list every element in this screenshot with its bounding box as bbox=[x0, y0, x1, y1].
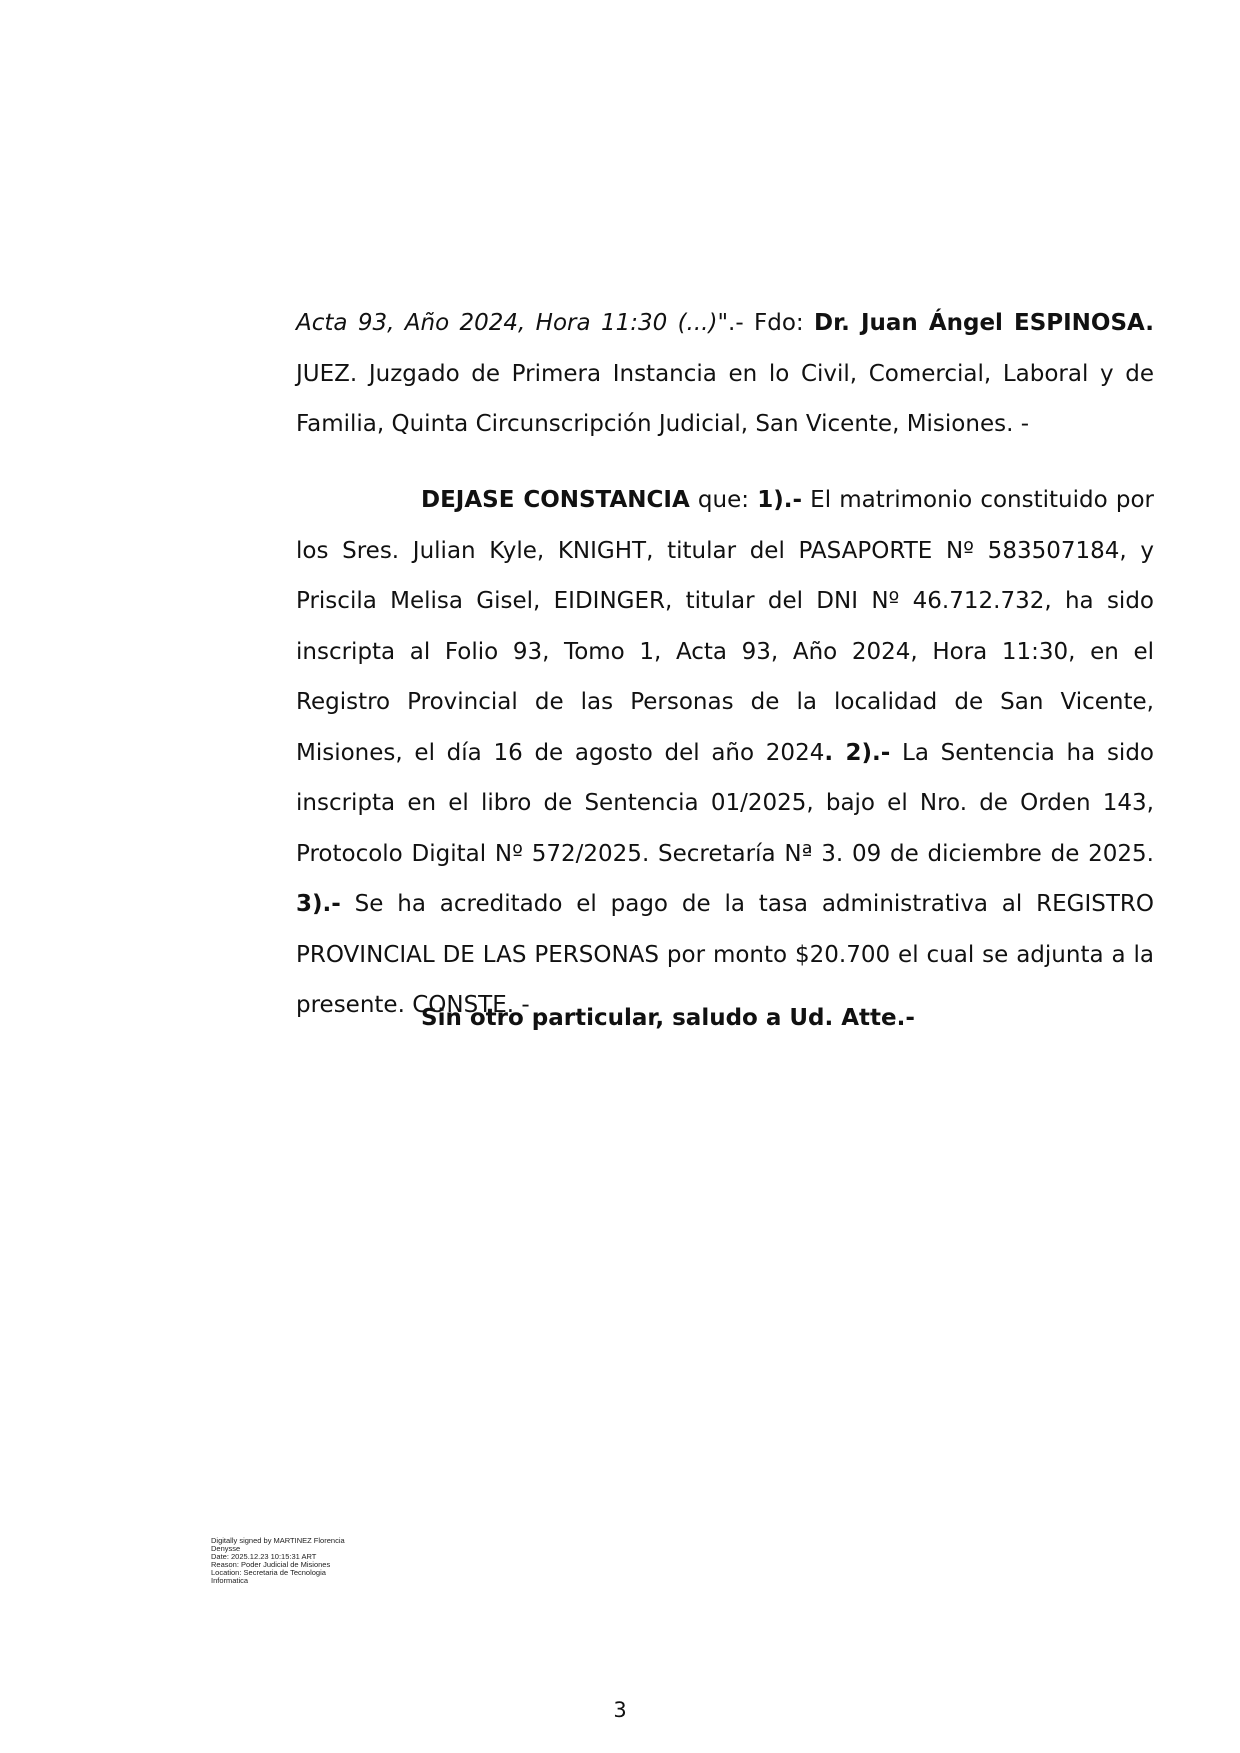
item1-text: El matrimonio constituido por los Sres. Julian Kyle, KNIGHT, titular del PASAPORTE Nº 583507184, y Priscila Melisa Gisel, EIDINGER, titular del DNI Nº 46.712.732, ha sido inscripta al Folio 93, Tomo 1, Acta 93, Año 2024, Hora 11:30, en el Registro Provincial de las Personas de la localidad de San Vicente, Misiones, el día 16 de agosto del año 2024 bbox=[296, 487, 1154, 766]
item3-marker: 3).- bbox=[296, 891, 341, 917]
acta-reference: Acta 93, Año 2024, Hora 11:30 (...) bbox=[296, 310, 718, 336]
que-text: que: bbox=[689, 487, 758, 513]
signature-line: Reason: Poder Judicial de Misiones bbox=[211, 1560, 331, 1569]
signature-line: Location: Secretaria de Tecnologia bbox=[211, 1568, 326, 1577]
closing-line: Sin otro particular, saludo a Ud. Atte.- bbox=[421, 1005, 915, 1031]
item2-text: La Sentencia ha sido inscripta en el libro de Sentencia 01/2025, bajo el Nro. de Orden 143, Protocolo Digital Nº 572/2025. Secretaría Nª 3. 09 de diciembre de 2025. bbox=[296, 739, 1154, 867]
item3-text: Se ha acreditado el pago de la tasa administrativa al REGISTRO PROVINCIAL DE LAS PERSONAS por monto $20.700 el cual se adjunta a la presente. CONSTE. - bbox=[296, 891, 1154, 1018]
digital-signature-block bbox=[211, 1537, 371, 1585]
item1-marker: 1).- bbox=[757, 487, 802, 513]
signature-line: Informatica bbox=[211, 1576, 249, 1585]
fdo-label: ".- Fdo: bbox=[717, 310, 815, 336]
signature-line: Digitally signed by MARTINEZ Florencia bbox=[211, 1536, 345, 1545]
constancia-heading: DEJASE CONSTANCIA bbox=[421, 487, 690, 513]
court-description: JUEZ. Juzgado de Primera Instancia en lo Civil, Comercial, Laboral y de Familia, Quinta Circunscripción Judicial, San Vicente, Misiones. - bbox=[296, 360, 1154, 437]
signature-line: Denysse bbox=[211, 1544, 241, 1553]
item2-marker: . 2).- bbox=[824, 739, 891, 766]
page-number: 3 bbox=[613, 1698, 627, 1722]
paragraph-signature-reference bbox=[296, 298, 1154, 450]
paragraph-constancia bbox=[296, 475, 1154, 1031]
judge-name: Dr. Juan Ángel ESPINOSA. bbox=[814, 310, 1155, 336]
signature-line: Date: 2025.12.23 10:15:31 ART bbox=[211, 1552, 317, 1561]
